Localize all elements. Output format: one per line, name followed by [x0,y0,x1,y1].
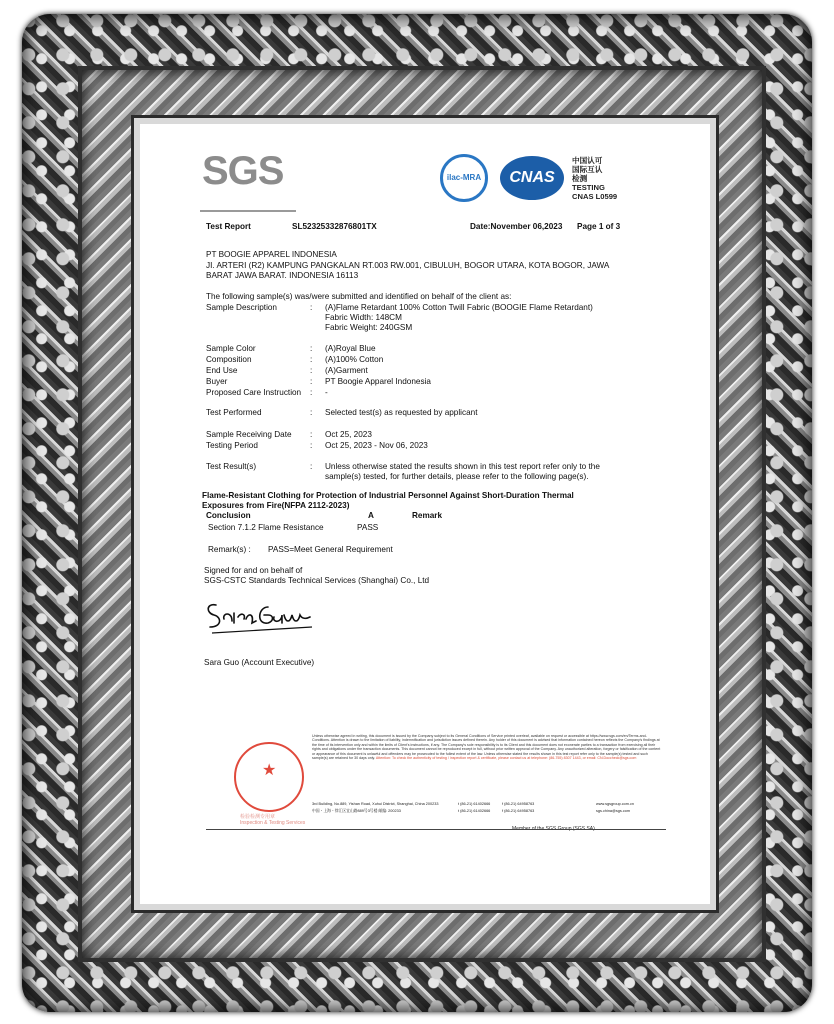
test-performed-label: Test Performed [206,408,262,417]
conclusion-row-result: PASS [357,523,379,532]
column-a-header: A [368,511,374,520]
conclusion-header: Conclusion [206,511,251,520]
sample-description-line-1: (A)Flame Retardant 100% Cotton Twill Fabric (BOOGIE Flame Retardant) [325,303,593,312]
stamp-cn: 检验检测专用章 [240,814,276,820]
colon: : [310,430,313,439]
signed-line-1: Signed for and on behalf of [204,566,303,575]
fine-print-text: Unless otherwise agreed in writing, this document is issued by the Company subject to its General Conditions of Service printed overleaf, available on request or accessible at https://www.sgs.com/en/Terms-and-Conditions. Attention is drawn to the limitation of liability, indemnification and jurisdiction issues defined therein. Any holder of this document is advised that information contained hereon reflects the Company's findings at the time of its intervention only and within the limits of Client's instructions, if any. The Company's sole responsibility is to its Client and this document does not exonerate parties to a transaction from exercising all their rights and obligations under the transaction documents. This document cannot be reproduced except in full, without prior written approval of the Company. Any unauthorized alteration, forgery or falsification of the content or appearance of this document is unlawful and offenders may be prosecuted to the fullest extent of the law. Unless otherwise stated the results shown in this test report refer only to the sample(s) tested and such sample(s) are retained for 30 days only. [312,734,661,761]
report-date: Date:November 06,2023 [470,222,563,231]
test-results-label: Test Result(s) [206,462,257,471]
testing-period-label: Testing Period [206,441,258,450]
colon: : [310,366,313,375]
report-number: SL52325332876801TX [292,222,377,231]
fax: f (86-21) 64958763 [502,802,535,806]
sample-description-label: Sample Description [206,303,277,312]
website: www.sgsgroup.com.cn [596,802,634,806]
test-performed-value: Selected test(s) as requested by applicant [325,408,478,417]
stamp-en: Inspection & Testing Services [240,820,306,826]
sgs-logo: SGS [202,149,284,193]
report-page: Page 1 of 3 [577,222,621,231]
report-label: Test Report [206,222,251,231]
conclusion-title-line-1: Flame-Resistant Clothing for Protection of Industrial Personnel Against Short-Duration Thermal [202,491,574,500]
cnas-testing: TESTING [572,183,605,192]
colon: : [310,388,313,397]
email: sgs.china@sgs.com [596,809,631,813]
signed-line-2: SGS-CSTC Standards Technical Services (Shanghai) Co., Ltd [204,576,430,585]
handwritten-signature [202,589,322,639]
stamp-text [240,814,310,826]
address-en: 3rd Building, No.889, Yishan Road, Xuhui District, Shanghai, China 200233 [312,802,439,806]
ilac-mra-logo: ilac-MRA [440,154,488,202]
client-address-line-2: BARAT JAWA BARAT. INDONESIA 16113 [206,271,359,280]
cnas-accreditation-text [572,156,642,201]
composition-label: Composition [206,355,252,364]
star-icon: ★ [262,762,277,779]
colon: : [310,344,313,353]
telephone: t (86-21) 61402666 [458,802,491,806]
sample-description-line-3: Fabric Weight: 240GSM [325,323,413,332]
conclusion-row-name: Section 7.1.2 Flame Resistance [208,523,324,532]
receiving-date-label: Sample Receiving Date [206,430,292,439]
conclusion-title-line-2: Exposures from Fire(NFPA 2112-2023) [202,501,350,510]
cnas-cn-line-1: 中国认可 [572,156,603,165]
authenticity-notice: Attention: To check the authenticity of testing / inspection report & certificate, please contact us at telephone: (86-755) 8307 1443, or email: CN.Doccheck@sgs.com [375,756,637,761]
client-name: PT BOOGIE APPAREL INDONESIA [206,250,337,259]
colon: : [310,462,313,471]
cnas-number: CNAS L0599 [572,192,618,201]
end-use-label: End Use [206,366,238,375]
testing-period-value: Oct 25, 2023 - Nov 06, 2023 [325,441,428,450]
colon: : [310,355,313,364]
cnas-cn-line-3: 检测 [572,174,588,183]
footer-divider [206,829,666,830]
colon: : [310,408,313,417]
address-cn: 中国・上海・徐汇区宜山路889号3号楼 邮编: 200233 [312,809,401,813]
client-address-line-1: JI. ARTERI (R2) KAMPUNG PANGKALAN RT.003 RW.001, CIBULUH, BOGOR UTARA, KOTA BOGOR, JAWA [206,261,610,270]
colon: : [310,441,313,450]
fax-2: f (86-21) 64958763 [502,809,535,813]
sample-color-label: Sample Color [206,344,256,353]
composition-value: (A)100% Cotton [325,355,384,364]
buyer-value: PT Boogie Apparel Indonesia [325,377,431,386]
care-instruction-value: - [325,388,328,397]
test-results-line-2: sample(s) tested, for further details, please refer to the following page(s). [325,472,589,481]
cnas-cn-line-2: 国际互认 [572,165,603,174]
cnas-logo: CNAS [500,156,564,200]
telephone-2: t (86-21) 61402666 [458,809,491,813]
sgs-logo-underline [200,210,296,212]
intro-text: The following sample(s) was/were submitted and identified on behalf of the client as: [206,292,512,301]
remarks-value: PASS=Meet General Requirement [268,545,393,554]
sample-description-line-2: Fabric Width: 148CM [325,313,402,322]
remark-header: Remark [412,511,443,520]
fine-print [312,734,662,760]
receiving-date-value: Oct 25, 2023 [325,430,372,439]
buyer-label: Buyer [206,377,228,386]
colon: : [310,377,313,386]
sample-color-value: (A)Royal Blue [325,344,376,353]
colon: : [310,303,313,312]
certificate-page [140,124,706,904]
remarks-label: Remark(s) : [208,545,251,554]
test-results-line-1: Unless otherwise stated the results shown in this test report refer only to the [325,462,600,471]
signatory-name: Sara Guo (Account Executive) [204,658,315,667]
care-instruction-label: Proposed Care Instruction [206,388,302,397]
end-use-value: (A)Garment [325,366,368,375]
